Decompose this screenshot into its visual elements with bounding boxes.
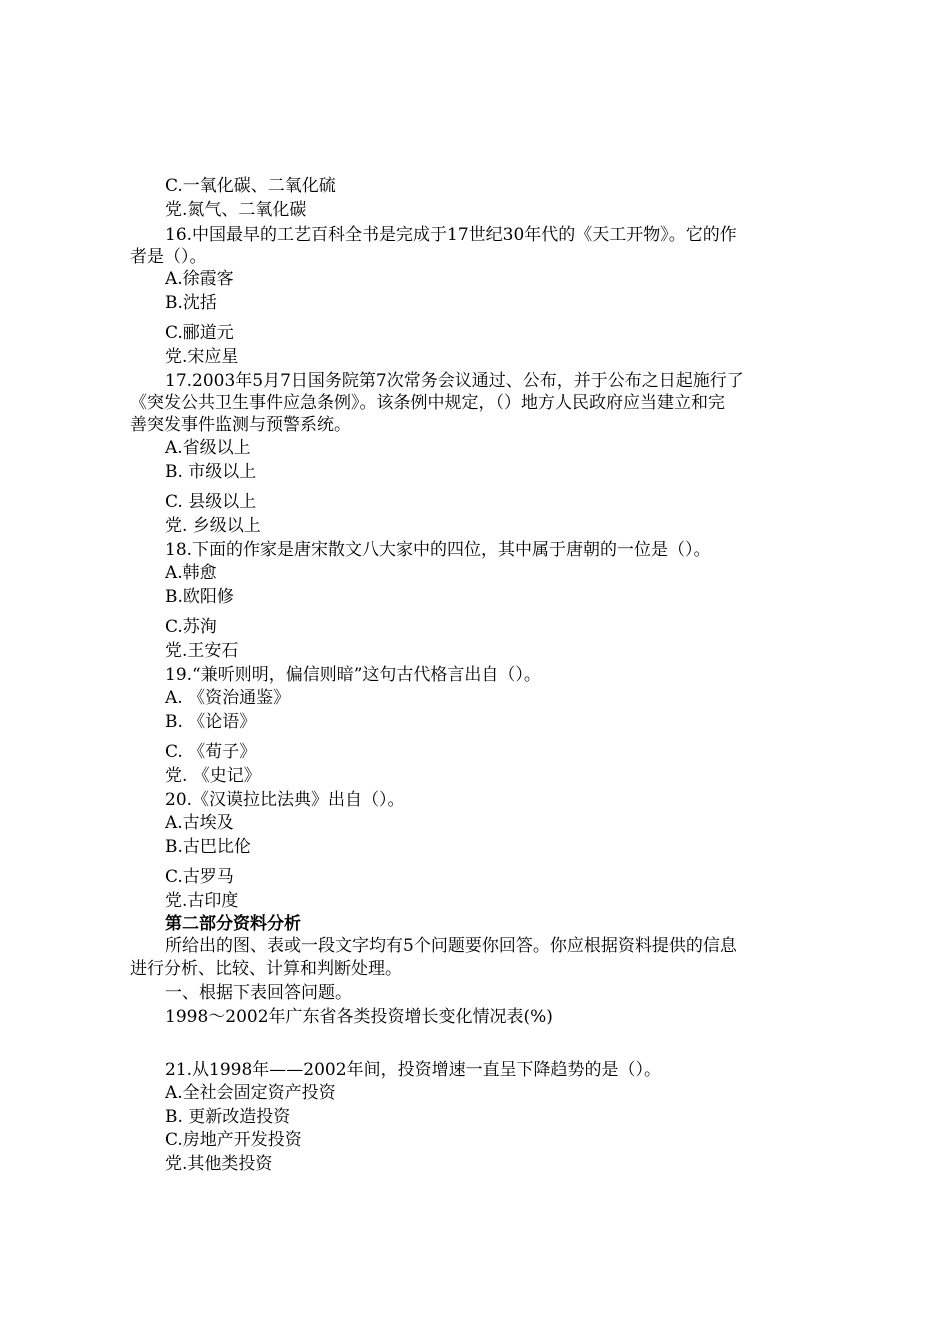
q16-option-d: 党.宋应星 xyxy=(165,347,239,367)
section-heading: 第二部分资料分析 xyxy=(165,914,301,934)
q20-stem: 20.《汉谟拉比法典》出自（）。 xyxy=(165,790,405,810)
q18-option-b: B.欧阳修 xyxy=(165,587,234,607)
subsection-heading: 一、根据下表回答问题。 xyxy=(165,983,352,1003)
q17-stem-line-2: 《突发公共卫生事件应急条例》。该条例中规定，（）地方人民政府应当建立和完 xyxy=(130,393,725,413)
q18-option-d: 党.王安石 xyxy=(165,641,239,661)
q18-option-c: C.苏洵 xyxy=(165,617,217,637)
q20-option-a: A.古埃及 xyxy=(165,813,234,833)
q19-stem: 19.“兼听则明，偏信则暗”这句古代格言出自（）。 xyxy=(165,665,541,685)
q21-option-d: 党.其他类投资 xyxy=(165,1154,273,1174)
section-intro-line-1: 所给出的图、表或一段文字均有5个问题要你回答。你应根据资料提供的信息 xyxy=(165,936,737,956)
q20-option-c: C.古罗马 xyxy=(165,867,234,887)
q18-option-a: A.韩愈 xyxy=(165,563,217,583)
q17-option-b: B. 市级以上 xyxy=(165,462,257,482)
q20-option-d: 党.古印度 xyxy=(165,891,239,911)
q16-stem-line-2: 者是（）。 xyxy=(130,247,207,267)
q19-option-d: 党. 《史记》 xyxy=(165,766,261,786)
q17-stem-line-3: 善突发事件监测与预警系统。 xyxy=(130,415,351,435)
q15-option-d: 党.氮气、二氧化碳 xyxy=(165,200,307,220)
q19-option-c: C. 《荀子》 xyxy=(165,742,257,762)
q15-option-c: C.一氧化碳、二氧化硫 xyxy=(165,176,336,196)
q21-option-c: C.房地产开发投资 xyxy=(165,1130,302,1150)
q17-option-a: A.省级以上 xyxy=(165,438,251,458)
q19-option-b: B. 《论语》 xyxy=(165,712,257,732)
q21-option-a: A.全社会固定资产投资 xyxy=(165,1083,336,1103)
table-caption: 1998～2002年广东省各类投资增长变化情况表(%) xyxy=(165,1007,553,1027)
q21-option-b: B. 更新改造投资 xyxy=(165,1107,291,1127)
q16-option-b: B.沈括 xyxy=(165,293,217,313)
q18-stem: 18.下面的作家是唐宋散文八大家中的四位，其中属于唐朝的一位是（）。 xyxy=(165,540,711,560)
q16-option-c: C.郦道元 xyxy=(165,323,234,343)
q17-stem-line-1: 17.2003年5月7日国务院第7次常务会议通过、公布，并于公布之日起施行了 xyxy=(165,371,744,391)
section-intro-line-2: 进行分析、比较、计算和判断处理。 xyxy=(130,959,402,979)
q20-option-b: B.古巴比伦 xyxy=(165,837,251,857)
q17-option-c: C. 县级以上 xyxy=(165,492,257,512)
q16-stem-line-1: 16.中国最早的工艺百科全书是完成于17世纪30年代的《天工开物》。它的作 xyxy=(165,225,737,245)
q21-stem: 21.从1998年——2002年间，投资增速一直呈下降趋势的是（）。 xyxy=(165,1060,662,1080)
q16-option-a: A.徐霞客 xyxy=(165,269,234,289)
q17-option-d: 党. 乡级以上 xyxy=(165,516,261,536)
q19-option-a: A. 《资治通鉴》 xyxy=(165,688,291,708)
